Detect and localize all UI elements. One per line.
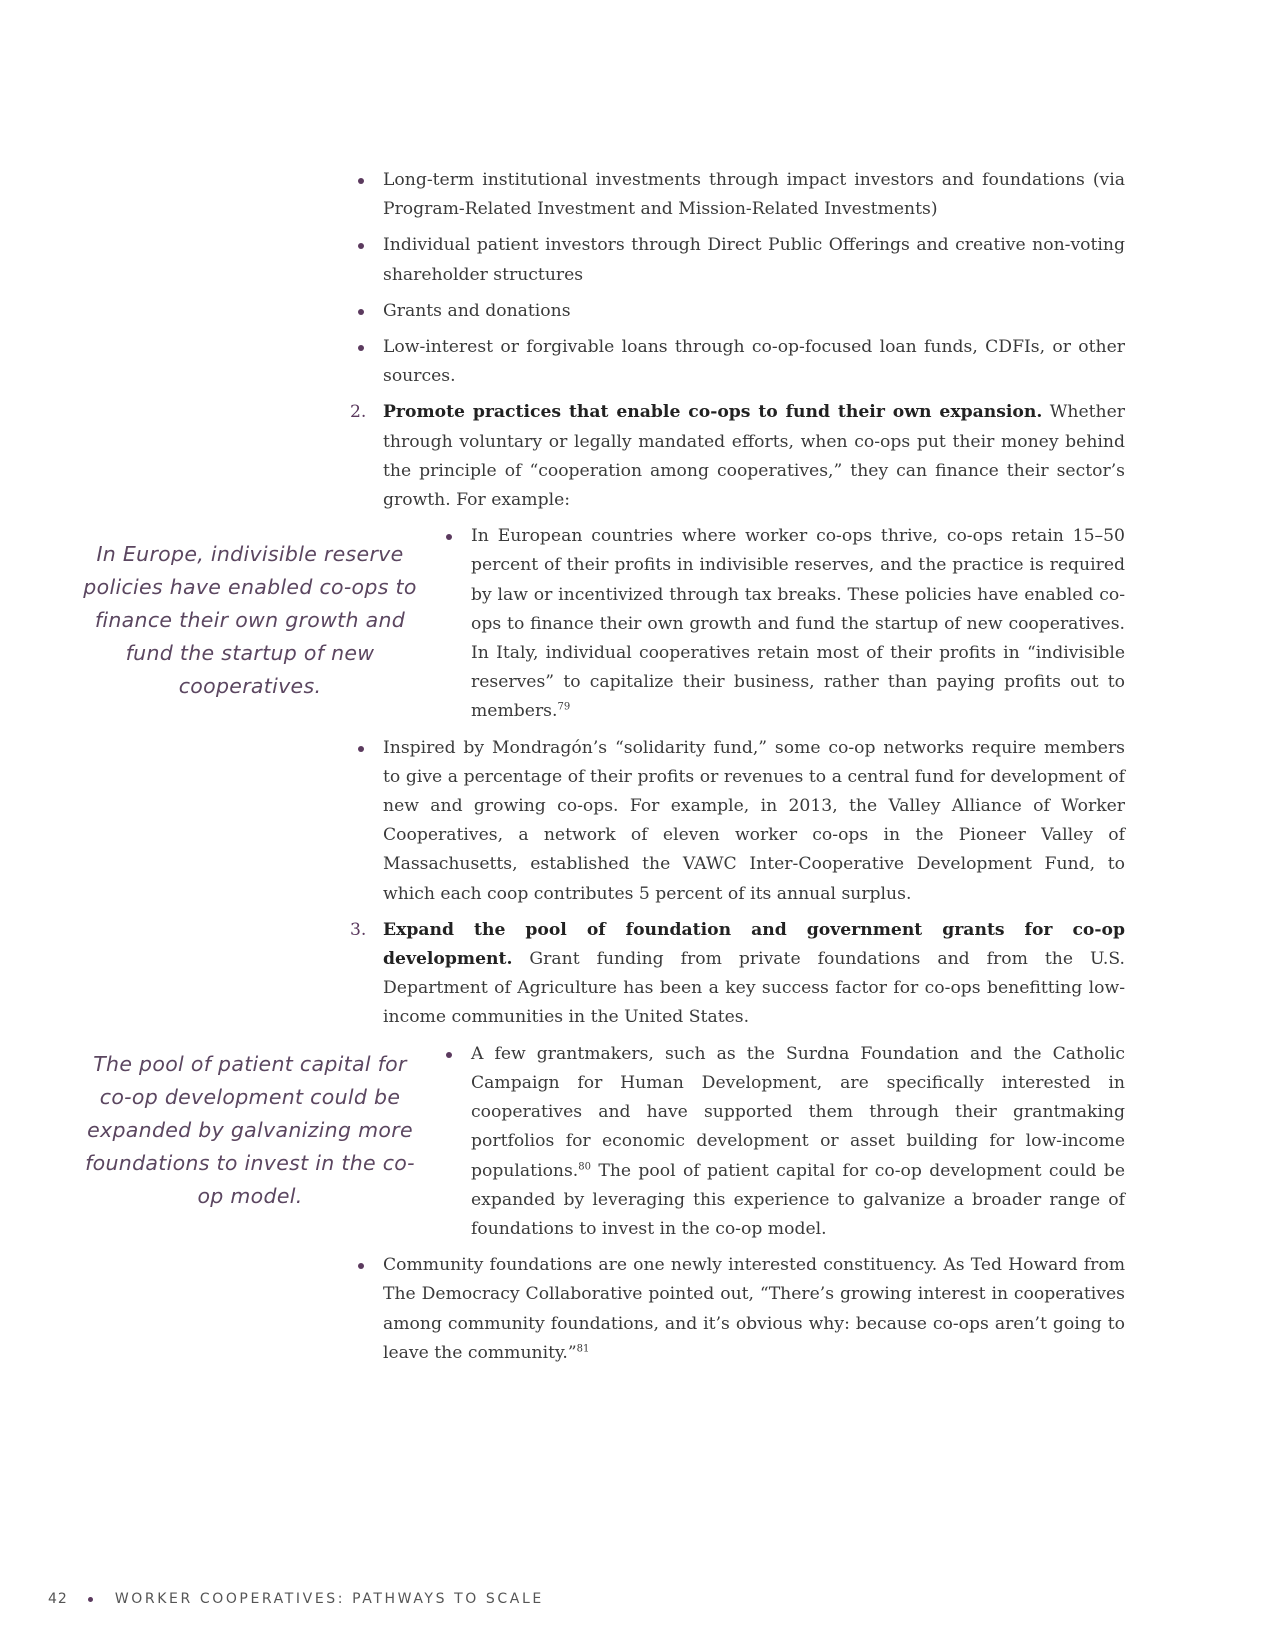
item-number: 3. xyxy=(350,919,367,940)
footnote-ref[interactable]: 81 xyxy=(576,1342,590,1354)
recommendation-paragraph: Expand the pool of foundation and government grants for co-op development. Grant funding from private foundations and from the U.S. Department of Agriculture has been a key success factor for co-ops benefitting low-income communities in the United States. xyxy=(383,919,1125,1028)
bullet-icon xyxy=(358,345,364,351)
footnote-ref[interactable]: 80 xyxy=(578,1160,592,1172)
list-item: Long-term institutional investments through impact investors and foundations (via Program-Related Investment and Mission-Related Investments) xyxy=(355,166,1125,224)
list-item: Individual patient investors through Direct Public Offerings and creative non-voting shareholder structures xyxy=(355,231,1125,289)
recommendation-3 xyxy=(350,916,1125,1033)
recommendation-2-examples xyxy=(355,522,1125,909)
recommendation-heading: Expand the pool of foundation and government grants for co-op development. xyxy=(383,919,1125,970)
list-item: Inspired by Mondragón’s “solidarity fund,” some co-op networks require members to give a percentage of their profits or revenues to a central fund for development of new and growing co-ops. For example, in 2013, the Valley Alliance of Worker Cooperatives, a network of eleven worker co-ops in the Pioneer Valley of Massachusetts, established the VAWC Inter-Cooperative Development Fund, to which each coop contributes 5 percent of its annual surplus. xyxy=(355,734,1125,909)
pull-quote: The pool of patient capital for co-op development could be expanded by galvanizing more foundations to invest in the co-op model. xyxy=(85,1052,415,1208)
bullet-icon xyxy=(446,1052,452,1058)
page-footer xyxy=(48,1591,544,1607)
bullet-separator-icon xyxy=(88,1597,93,1602)
page-number: 42 xyxy=(48,1591,68,1607)
running-title: WORKER COOPERATIVES: PATHWAYS TO SCALE xyxy=(114,1591,544,1607)
bullet-icon xyxy=(358,243,364,249)
bullet-icon xyxy=(446,534,452,540)
funding-sources-list xyxy=(355,166,1125,391)
recommendation-heading: Promote practices that enable co-ops to fund their own expansion. xyxy=(383,402,1043,423)
list-item: In European countries where worker co-ops thrive, co-ops retain 15–50 percent of their profits in indivisible reserves, and the practice is required by law or incentivized through tax breaks. These policies have enabled co-ops to finance their own growth and fund the startup of new cooperatives. In Italy, individual cooperatives retain most of their profits in “indivisible reserves” to capitalize their business, rather than paying profits out to members.$^{79}$ xyxy=(443,522,1125,726)
list-item: Community foundations are one newly interested constituency. As Ted Howard from The Democracy Collaborative pointed out, “There’s growing interest in cooperatives among community foundations, and it’s obvious why: because co-ops aren’t going to leave the community.”$^{81}$ xyxy=(355,1251,1125,1368)
recommendation-2 xyxy=(350,398,1126,515)
recommendation-paragraph: Promote practices that enable co-ops to fund their own expansion. Whether through voluntary or legally mandated efforts, when co-ops put their money behind the principle of “cooperation among cooperatives,” they can finance their sector’s growth. For example: xyxy=(383,402,1126,511)
footnote-ref[interactable]: 79 xyxy=(557,701,571,713)
bullet-icon xyxy=(358,309,364,315)
bullet-icon xyxy=(358,746,364,752)
pull-quote: In Europe, indivisible reserve policies have enabled co-ops to finance their own growth and fund the startup of new cooperatives. xyxy=(83,542,417,698)
item-number: 2. xyxy=(350,402,367,423)
list-item: A few grantmakers, such as the Surdna Foundation and the Catholic Campaign for Human Development, are specifically interested in cooperatives and have supported them through their grantmaking portfolios for economic development or asset building for low-income populations.$^{80}$ The pool of patient capital for co-op development could be expanded by leveraging this experience to galvanize a broader range of foundations to invest in the co-op model. xyxy=(443,1040,1125,1244)
list-item: Low-interest or forgivable loans through co-op-focused loan funds, CDFIs, or other sources. xyxy=(355,333,1125,391)
bullet-icon xyxy=(358,1263,364,1269)
main-column xyxy=(350,166,1126,1375)
bullet-icon xyxy=(358,178,364,184)
list-item: Grants and donations xyxy=(355,297,1125,326)
recommendation-3-examples xyxy=(355,1040,1125,1368)
